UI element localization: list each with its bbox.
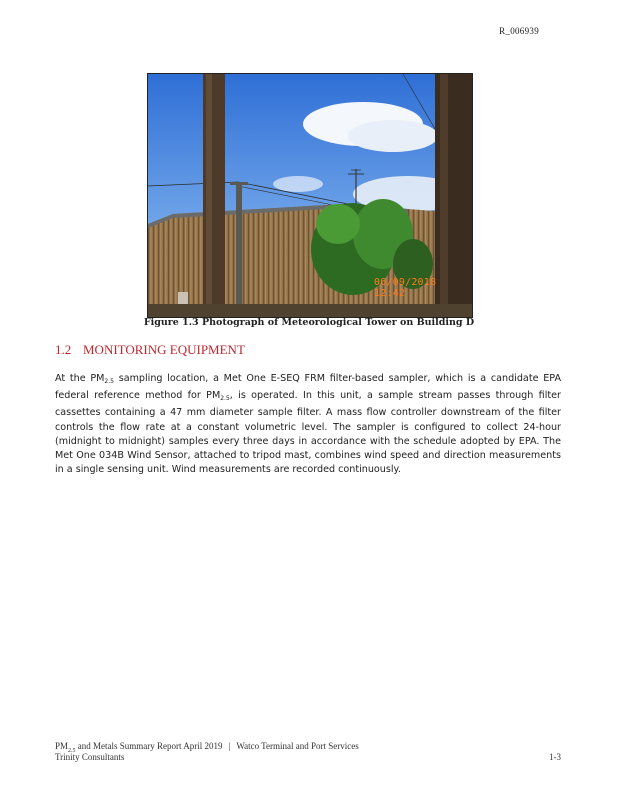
section-number: 1.2	[55, 342, 72, 357]
footer-client: Watco Terminal and Port Services	[236, 741, 359, 751]
meteorological-tower-photo	[147, 73, 473, 318]
pm-subscript: 2.5	[104, 378, 114, 385]
paragraph-text-middle: sampling location, a Met One E-SEQ FRM filter-based sampler, which is a candidate EPA federal reference method for PM	[55, 373, 562, 402]
paragraph-text-start: At the PM	[55, 373, 105, 384]
footer-report-title: and Metals Summary Report April 2019	[75, 741, 223, 751]
footer-pm: PM	[55, 741, 69, 751]
footer-pm-subscript: 2.5	[68, 747, 76, 754]
page-footer	[55, 741, 561, 763]
footer-company: Trinity Consultants	[55, 752, 125, 762]
body-paragraph	[55, 372, 561, 477]
page-number: 1-3	[549, 752, 561, 762]
photo-date-stamp: 06/09/2018 12:42	[374, 277, 437, 299]
paragraph-text-end: , is operated. In this unit, a sample stream passes through filter cassettes containing a 47 mm diameter sample filter. A mass flow controller downstream of the filter controls the flow rate at a constant volumetric level. The sampler is configured to collect 24-hour (midnight to midnight) samples every three days in accordance with the schedule adopted by EPA. The Met One 034B Wind Sensor, attached to tripod mast, combines wind speed and direction measurements in a single sensing unit. Wind measurements are recorded continuously.	[55, 390, 562, 476]
section-heading	[55, 342, 245, 358]
bates-number: R_006939	[499, 26, 539, 36]
footer-separator: |	[228, 741, 231, 751]
section-title: MONITORING EQUIPMENT	[83, 342, 245, 357]
figure-caption: Figure 1.3 Photograph of Meteorological Tower on Building D	[143, 317, 475, 328]
pm-subscript: 2.5	[220, 395, 230, 403]
